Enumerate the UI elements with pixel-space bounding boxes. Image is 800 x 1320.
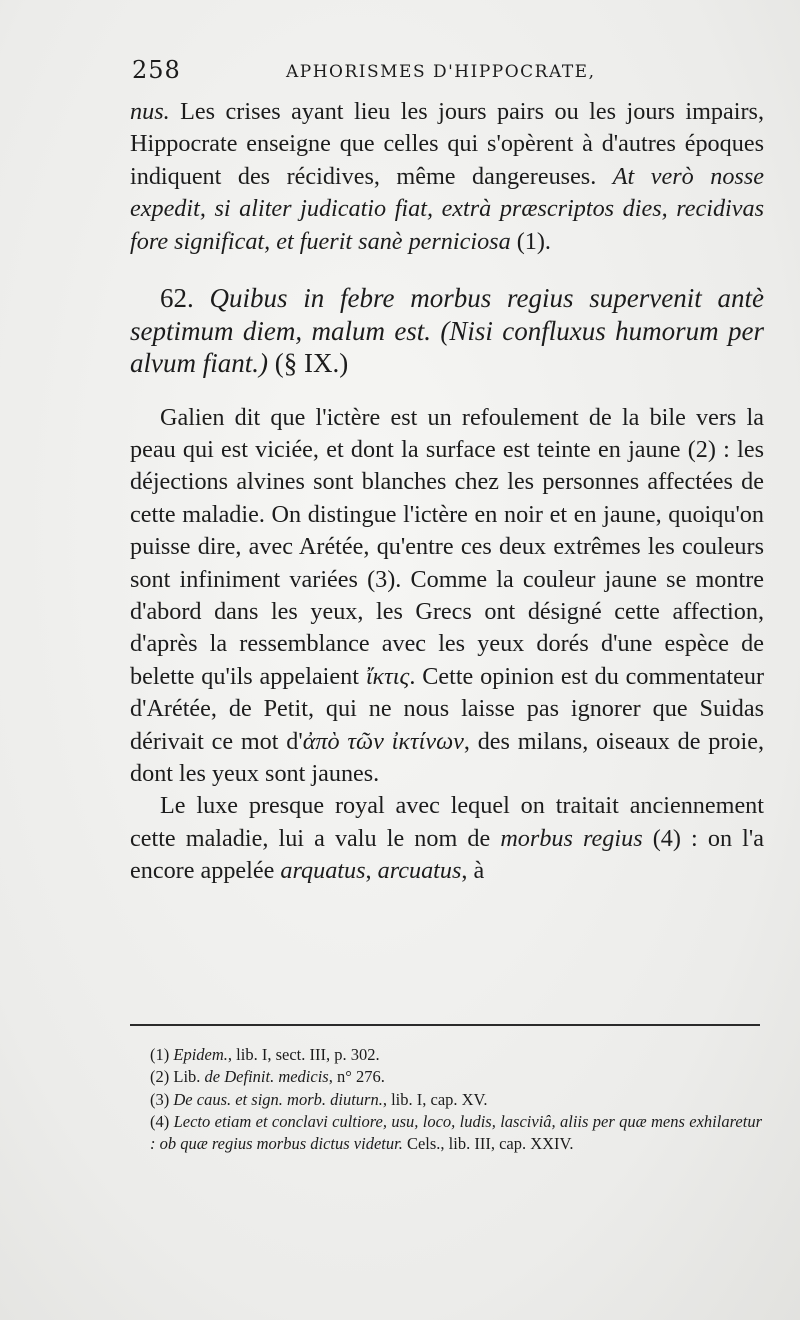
paragraph-continuation — [130, 96, 764, 258]
footnotes — [132, 1044, 762, 1155]
footnote-source: Lecto etiam et conclavi cultiore, usu, loco, ludis, lasciviâ, aliis per quæ mens exhilaretur : ob quæ regius morbus dictus videtur. — [150, 1111, 762, 1154]
footnote-marker: (1) — [150, 1045, 174, 1064]
footnote-marker: (2) — [150, 1067, 174, 1087]
footnote-source: de Definit. medicis — [204, 1067, 329, 1087]
text-span: Les crises ayant lieu les jours pairs ou les jours impairs, Hippocrate enseigne que celles qui s'opèrent à d'autres époques indiquent des récidives, même dangereuses. — [130, 98, 764, 190]
text-span: (1). — [510, 227, 551, 255]
footnote-prefix: Lib. — [173, 1067, 205, 1087]
footnote-detail: , lib. I, cap. XV. — [382, 1089, 488, 1109]
aphorism-number: 62. — [160, 283, 210, 314]
footnote-4 — [132, 1111, 762, 1156]
text-span: , à — [461, 857, 485, 885]
footnote-1 — [132, 1044, 762, 1066]
footnote-marker: (4) — [150, 1111, 174, 1131]
footnote-detail: Cels., lib. III, cap. XXIV. — [402, 1134, 574, 1154]
greek-word: ἴκτις — [365, 662, 410, 690]
paragraph-luxe — [130, 790, 764, 887]
latin-term: arcuatus — [377, 857, 462, 885]
page-header — [132, 56, 772, 92]
aphorism-62 — [130, 282, 764, 380]
footnote-source: Epidem. — [173, 1045, 228, 1064]
greek-word: ἀπὸ τῶν ἰκτίνων — [302, 727, 464, 755]
paragraph-galien — [130, 402, 764, 791]
running-head: APHORISMES D'HIPPOCRATE, — [286, 62, 596, 82]
footnote-source: De caus. et sign. morb. diuturn. — [173, 1089, 383, 1109]
footnote-detail: , n° 276. — [328, 1067, 385, 1087]
latin-quote: At verò nosse expedit, si aliter judicatio fiat, extrà præscriptos dies, recidivas fore significat, et fuerit sanè perniciosa — [130, 162, 764, 255]
text-span: , — [365, 857, 378, 885]
footnote-marker: (3) — [150, 1089, 174, 1109]
page-number: 258 — [132, 56, 181, 84]
latin-term: arquatus — [280, 857, 366, 885]
latin-term: morbus regius — [500, 824, 643, 852]
text-span: Galien dit que l'ictère est un refoulement de la bile vers la peau qui est viciée, et dont la surface est teinte en jaune (2) : les déjections alvines sont blanches chez les personnes affectées de cette maladie. On distingue l'ictère en noir et en jaune, quoiqu'on puisse dire, avec Arétée, qu'entre ces deux extrêmes les couleurs sont infiniment variées (3). Comme la couleur jaune se montre d'abord dans les yeux, les Grecs ont désigné cette affection, d'après la ressemblance avec les yeux dorés d'une espèce de belette qu'ils appelaient — [130, 403, 764, 690]
footnote-3 — [132, 1089, 762, 1111]
text-span: (4) : on l'a encore appelée — [130, 824, 764, 885]
footnote-divider — [130, 1024, 760, 1026]
aphorism-reference: (§ IX.) — [267, 348, 349, 379]
text-span: Le luxe presque royal avec lequel on traitait anciennement cette maladie, lui a valu le nom de — [130, 792, 764, 852]
text-span: nus. — [130, 98, 170, 125]
footnote-2 — [132, 1066, 762, 1088]
aphorism-text: Quibus in febre morbus regius supervenit antè septimum diem, malum est. (Nisi confluxus humorum per alvum fiant.) — [130, 283, 765, 379]
footnote-detail: , lib. I, sect. III, p. 302. — [227, 1045, 380, 1064]
text-span: . Cette opinion est du commentateur d'Arétée, de Petit, qui ne nous laisse pas ignorer que Suidas dérivait ce mot d' — [130, 662, 765, 755]
body-text — [130, 96, 764, 888]
text-span: , des milans, oiseaux de proie, dont les yeux sont jaunes. — [130, 727, 764, 787]
